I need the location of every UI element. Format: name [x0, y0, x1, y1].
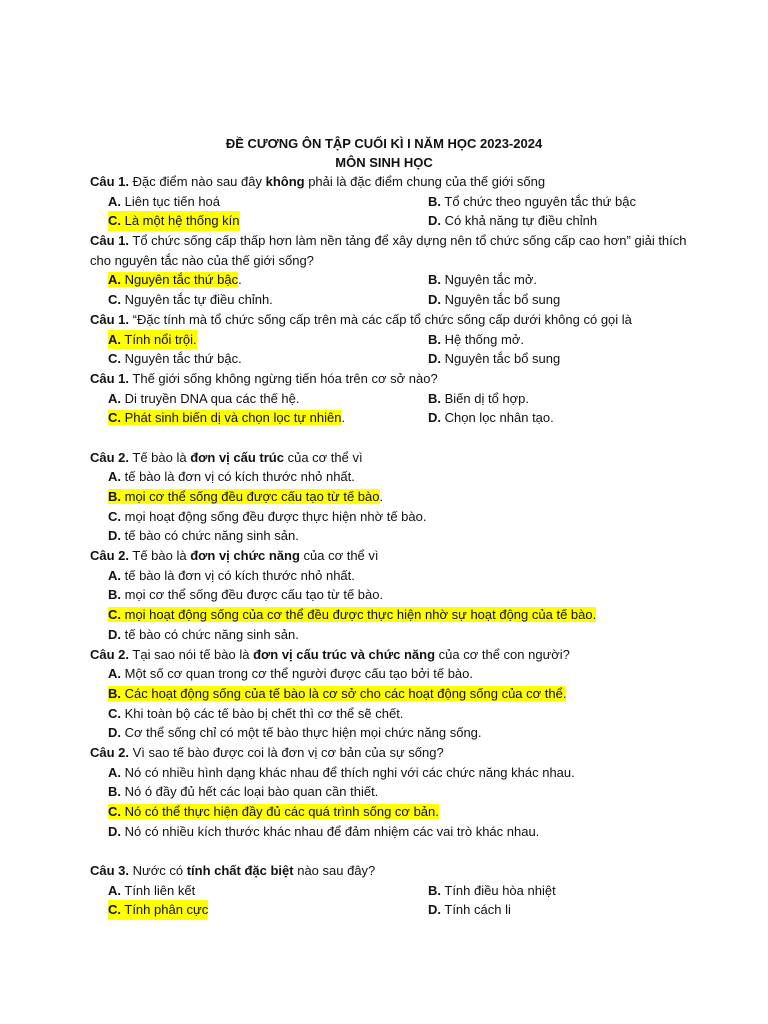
- options-row: [90, 330, 690, 350]
- option-b: B. Tính điều hòa nhiệt: [428, 882, 556, 898]
- option-c-answer: C. mọi hoạt động sống của cơ thể đều được thực hiện nhờ sự hoạt động của tế bào.: [108, 607, 597, 623]
- option-a: A. Di truyền DNA qua các thế hệ.: [108, 390, 300, 406]
- option-c: C. Khi toàn bộ các tế bào bị chết thì cơ thể sẽ chết.: [108, 705, 404, 721]
- options-row: [90, 349, 690, 369]
- question-1d: Câu 1. Thế giới sống không ngừng tiến hóa trên cơ sở nào?: [90, 370, 438, 386]
- question-1b-cont: cho nguyên tắc nào của thế giới sống?: [90, 252, 314, 268]
- option-c: C. mọi hoạt động sống đều được thực hiện nhờ tế bào.: [108, 508, 427, 524]
- option-a: A. tế bào là đơn vị có kích thước nhỏ nhất.: [108, 567, 355, 583]
- question-1c: Câu 1. “Đặc tính mà tổ chức sống cấp trên mà các cấp tổ chức sống cấp dưới không có gọi là: [90, 311, 632, 327]
- header: [0, 134, 768, 172]
- option-d: D. tế bào có chức năng sinh sản.: [108, 528, 299, 544]
- option-b: B. Nó ó đầy đủ hết các loại bào quan cần thiết.: [108, 784, 379, 800]
- question-3a: Câu 3. Nước có tính chất đặc biệt nào sau đây?: [90, 863, 376, 879]
- options-row: [90, 881, 690, 901]
- option-b-answer: B. Các hoạt động sống của tế bào là cơ sở cho các hoạt động sống của cơ thể.: [108, 685, 567, 701]
- question-1a: Câu 1. Đặc điểm nào sau đây không phải là đặc điểm chung của thế giới sống: [90, 174, 546, 189]
- option-b-answer: B. mọi cơ thể sống đều được cấu tạo từ tế bào.: [108, 489, 384, 504]
- options-row: [90, 270, 690, 290]
- option-c-answer: C. Là một hệ thống kín: [108, 211, 240, 231]
- options-row: [90, 389, 690, 409]
- option-d: D. tế bào có chức năng sinh sản.: [108, 626, 299, 642]
- question-2b: Câu 2. Tế bào là đơn vị chức năng của cơ thể vì: [90, 548, 379, 564]
- option-a-answer: A. Nguyên tắc thứ bậc.: [108, 272, 242, 288]
- option-b: B. Biến dị tổ hợp.: [428, 390, 530, 406]
- option-a-answer: A. Tính nổi trội.: [108, 330, 197, 350]
- option-c: C. Nguyên tắc thứ bậc.: [108, 351, 242, 367]
- option-d: D. Nó có nhiều kích thước khác nhau để đảm nhiệm các vai trò khác nhau.: [108, 823, 540, 839]
- option-b: B. Nguyên tắc mở.: [428, 272, 537, 288]
- option-b: B. mọi cơ thể sống đều được cấu tạo từ tế bào.: [108, 587, 384, 603]
- spacer: [90, 428, 690, 448]
- option-d: D. Nguyên tắc bổ sung: [428, 351, 561, 367]
- option-c: C. Nguyên tắc tự điều chỉnh.: [108, 292, 273, 308]
- option-d: D. Cơ thể sống chỉ có một tế bào thực hiện mọi chức năng sống.: [108, 725, 482, 741]
- document-title: ĐỀ CƯƠNG ÔN TẬP CUỐI KÌ I NĂM HỌC 2023-2024: [225, 136, 543, 151]
- subject-title: MÔN SINH HỌC: [335, 155, 433, 170]
- option-b: B. Hệ thống mở.: [428, 331, 524, 347]
- options-row: [90, 408, 690, 428]
- option-a: A. Tính liên kết: [108, 882, 196, 898]
- spacer: [90, 841, 690, 861]
- options-row: [90, 290, 690, 310]
- option-c-answer: C. Phát sinh biến dị và chọn lọc tự nhiên.: [108, 410, 346, 426]
- option-c-answer: C. Tính phân cực: [108, 900, 208, 920]
- question-1b: Câu 1. Tổ chức sống cấp thấp hơn làm nền tảng để xây dựng nên tổ chức sống cấp cao hơn” giải thích: [90, 233, 687, 249]
- option-a: A. tế bào là đơn vị có kích thước nhỏ nhất.: [108, 469, 355, 485]
- option-d: D. Nguyên tắc bổ sung: [428, 292, 561, 308]
- option-b: B. Tổ chức theo nguyên tắc thứ bậc: [428, 193, 636, 209]
- option-d: D. Tính cách li: [428, 902, 511, 918]
- option-c-answer: C. Nó có thể thực hiện đầy đủ các quá trình sống cơ bản.: [108, 804, 439, 819]
- options-row: [90, 192, 690, 212]
- options-row: [90, 211, 690, 231]
- question-2c: Câu 2. Tại sao nói tế bào là đơn vị cấu trúc và chức năng của cơ thể con người?: [90, 646, 570, 662]
- question-list: [90, 172, 690, 920]
- option-d: D. Có khả năng tự điều chỉnh: [428, 213, 598, 229]
- option-a: A. Nó có nhiều hình dạng khác nhau để thích nghi với các chức năng khác nhau.: [108, 764, 575, 780]
- question-2d: Câu 2. Vì sao tế bào được coi là đơn vị cơ bản của sự sống?: [90, 744, 444, 760]
- option-d: D. Chọn lọc nhân tạo.: [428, 410, 554, 426]
- options-row: [90, 900, 690, 920]
- option-a: A. Liên tục tiến hoá: [108, 193, 221, 209]
- option-a: A. Một số cơ quan trong cơ thể người được cấu tạo bởi tế bào.: [108, 666, 473, 682]
- question-2a: Câu 2. Tế bào là đơn vị cấu trúc của cơ thể vì: [90, 449, 363, 465]
